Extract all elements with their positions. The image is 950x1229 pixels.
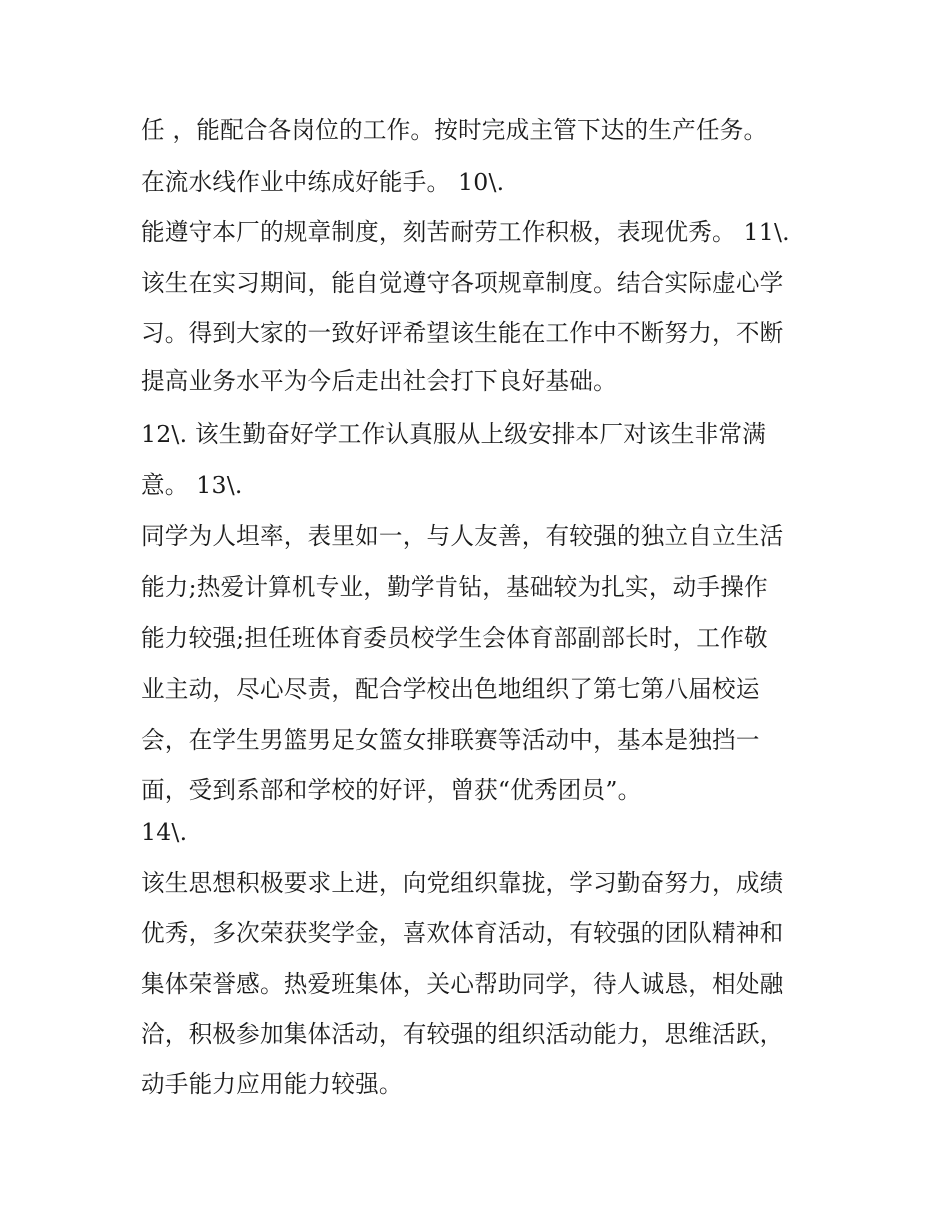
text-line: 意。 13\. xyxy=(141,471,243,499)
text-line: 能遵守本厂的规章制度，刻苦耐劳工作积极，表现优秀。 11\. xyxy=(141,218,790,246)
text-line: 能力;热爱计算机专业，勤学肯钻，基础较为扎实，动手操作 xyxy=(141,573,768,601)
text-line: 14\. xyxy=(141,818,188,846)
text-line: 12\. 该生勤奋好学工作认真服从上级安排本厂对该生非常满 xyxy=(141,420,767,448)
text-line: 能力较强;担任班体育委员校学生会体育部副部长时，工作敬 xyxy=(141,624,768,652)
text-line: 习。得到大家的一致好评希望该生能在工作中不断努力，不断 xyxy=(141,319,784,347)
text-line: 集体荣誉感。热爱班集体，关心帮助同学，待人诚恳，相处融 xyxy=(141,970,784,998)
text-line: 优秀，多次荣获奖学金，喜欢体育活动，有较强的团队精神和 xyxy=(141,919,784,947)
text-line: 洽，积极参加集体活动，有较强的组织活动能力，思维活跃， xyxy=(141,1020,784,1048)
text-line: 会，在学生男篮男足女篮女排联赛等活动中，基本是独挡一 xyxy=(141,726,760,754)
text-line: 提高业务水平为今后走出社会打下良好基础。 xyxy=(141,367,617,395)
text-line: 动手能力应用能力较强。 xyxy=(141,1070,403,1098)
text-line: 业主动，尽心尽责，配合学校出色地组织了第七第八届校运 xyxy=(141,675,760,703)
text-line: 在流水线作业中练成好能手。 10\. xyxy=(141,168,505,196)
text-line: 任 ，能配合各岗位的工作。按时完成主管下达的生产任务。 xyxy=(141,116,768,144)
text-line: 面，受到系部和学校的好评，曾获“优秀团员”。 xyxy=(141,776,642,804)
text-line: 同学为人坦率，表里如一，与人友善，有较强的独立自立生活 xyxy=(141,522,784,550)
text-line: 该生在实习期间，能自觉遵守各项规章制度。结合实际虚心学 xyxy=(141,269,784,297)
text-line: 该生思想积极要求上进，向党组织靠拢，学习勤奋努力，成绩 xyxy=(141,869,784,897)
